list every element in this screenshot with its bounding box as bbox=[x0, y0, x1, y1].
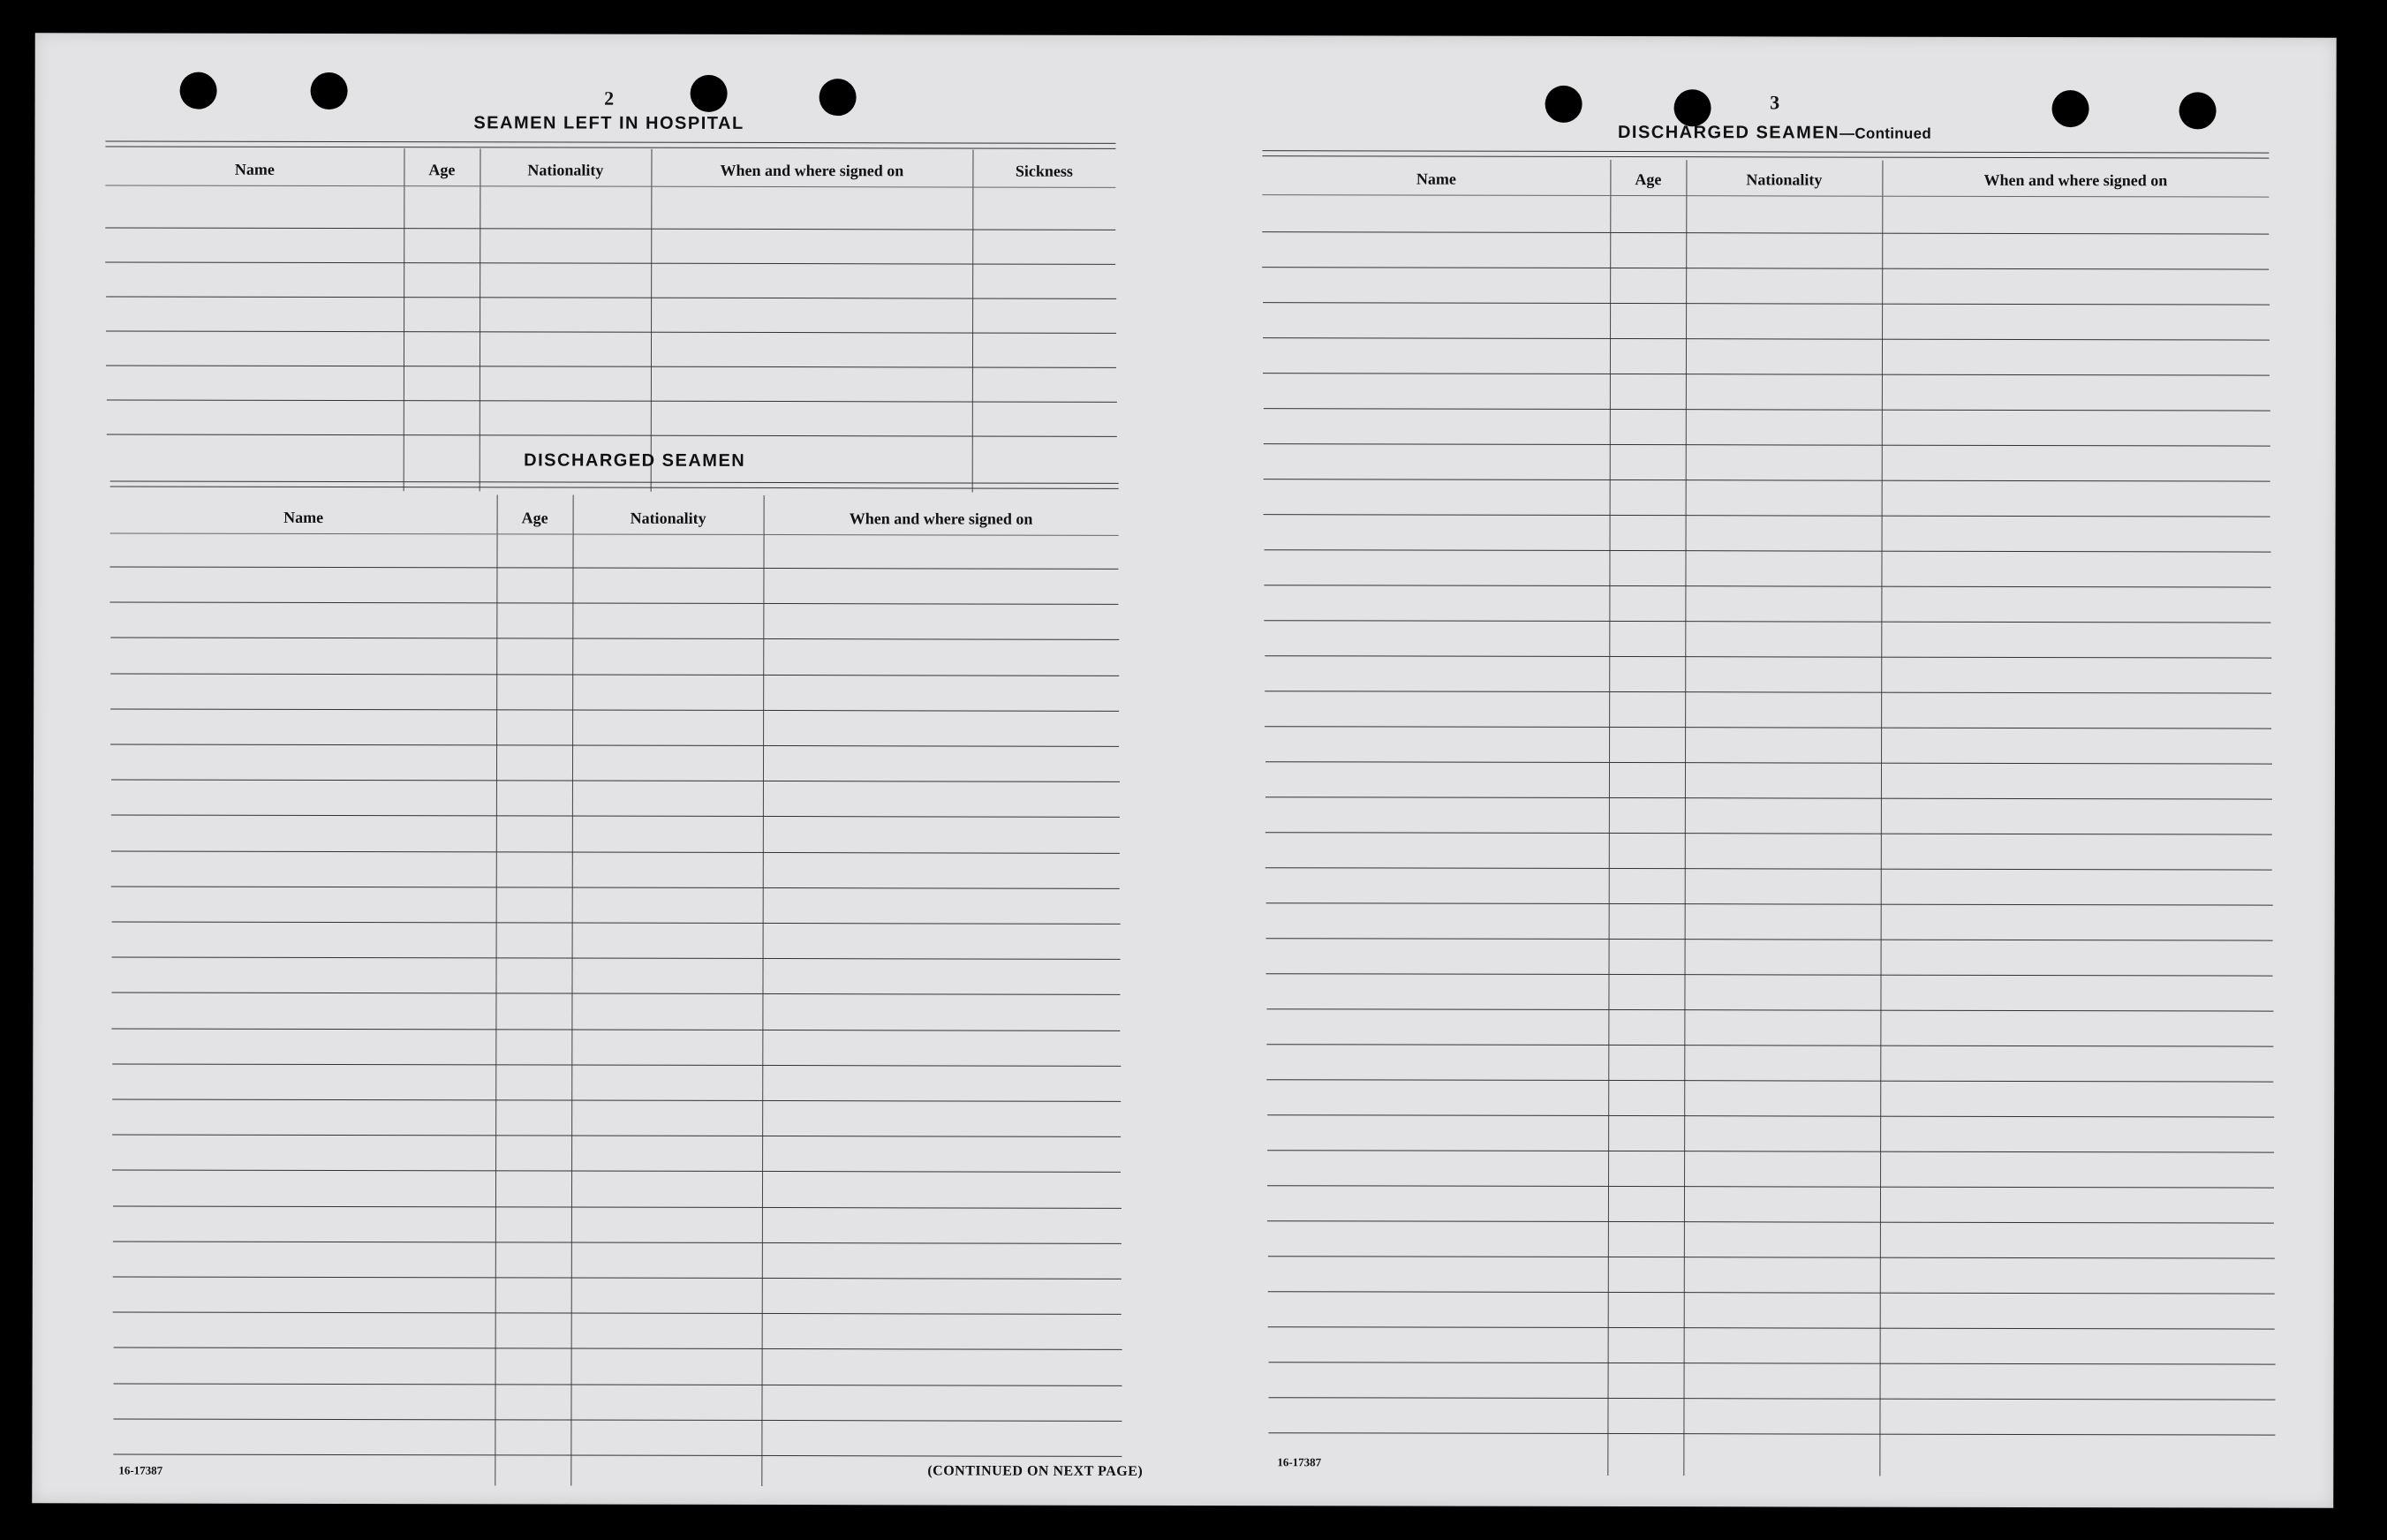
ruled-row-line bbox=[1265, 691, 2271, 693]
ruled-row-line bbox=[1263, 302, 2270, 305]
column-header-age: Age bbox=[1635, 170, 1662, 189]
ruled-row-line bbox=[1268, 1397, 2275, 1400]
ruled-row-line bbox=[113, 1241, 1122, 1243]
ruled-row-line bbox=[113, 1276, 1122, 1279]
ruled-row-line bbox=[113, 1383, 1122, 1385]
column-divider bbox=[570, 495, 573, 1486]
ruled-row-line bbox=[106, 296, 1116, 298]
ruled-row-line bbox=[1266, 938, 2273, 940]
column-divider bbox=[972, 149, 974, 492]
ruled-row-line bbox=[110, 566, 1118, 569]
column-header-age: Age bbox=[428, 161, 456, 179]
ruled-row-line bbox=[1265, 902, 2272, 905]
ruled-row-line bbox=[1264, 514, 2270, 517]
ruled-row-line bbox=[112, 1135, 1121, 1137]
left-page bbox=[102, 86, 1174, 1492]
ruled-row-line bbox=[113, 1348, 1122, 1350]
ruled-row-line bbox=[105, 227, 1115, 230]
column-header-name: Name bbox=[1416, 170, 1456, 188]
ruled-row-line bbox=[110, 638, 1119, 640]
ruled-row-line bbox=[110, 744, 1119, 746]
ruled-row-line bbox=[1267, 1114, 2274, 1117]
paper-sheet bbox=[32, 33, 2336, 1507]
form-number: 16-17387 bbox=[1277, 1455, 1322, 1469]
section-title-hospital: SEAMEN LEFT IN HOSPITAL bbox=[473, 113, 744, 133]
column-divider bbox=[404, 148, 405, 491]
ruled-row-line bbox=[114, 1453, 1122, 1456]
ruled-row-line bbox=[107, 434, 1117, 436]
ruled-row-line bbox=[1265, 796, 2272, 799]
ruled-row-line bbox=[110, 708, 1119, 711]
section-title-discharged-continued bbox=[1553, 123, 1995, 144]
right-page bbox=[1259, 88, 2322, 1495]
ruled-row-line bbox=[112, 1205, 1121, 1208]
ruled-row-line bbox=[1266, 1008, 2273, 1011]
ruled-row-line bbox=[113, 1312, 1122, 1315]
ruled-row-line bbox=[111, 886, 1120, 888]
ruled-row-line bbox=[1268, 1256, 2275, 1258]
ruled-row-line bbox=[1263, 373, 2270, 375]
header-underline bbox=[105, 185, 1115, 187]
ruled-row-line bbox=[111, 957, 1120, 960]
ruled-row-line bbox=[1262, 231, 2269, 234]
column-divider bbox=[480, 148, 481, 491]
ruled-row-line bbox=[1267, 1185, 2274, 1188]
ruled-row-line bbox=[110, 780, 1119, 782]
ruled-row-line bbox=[112, 1063, 1121, 1066]
page-number: 3 bbox=[1770, 91, 1780, 114]
ruled-row-line bbox=[1263, 337, 2270, 340]
ruled-row-line bbox=[111, 850, 1120, 853]
ruled-row-line bbox=[1268, 1326, 2275, 1329]
ruled-row-line bbox=[110, 673, 1119, 676]
ruled-row-line bbox=[111, 993, 1120, 995]
ruled-row-line bbox=[1266, 1079, 2273, 1082]
column-header-when-and-where-signed-on: When and where signed on bbox=[849, 510, 1033, 528]
ruled-row-line bbox=[1266, 1044, 2273, 1046]
ruled-row-line bbox=[105, 261, 1115, 264]
double-rule bbox=[110, 480, 1119, 488]
ruled-row-line bbox=[113, 1418, 1122, 1421]
column-divider bbox=[761, 495, 764, 1486]
ruled-row-line bbox=[1265, 832, 2272, 834]
ruled-row-line bbox=[106, 365, 1116, 367]
ruled-row-line bbox=[1266, 973, 2273, 976]
ruled-row-line bbox=[1265, 655, 2271, 658]
ruled-row-line bbox=[1264, 585, 2270, 587]
column-header-sickness: Sickness bbox=[1015, 162, 1073, 180]
ruled-row-line bbox=[112, 1098, 1121, 1101]
ruled-row-line bbox=[1262, 267, 2269, 269]
ruled-row-line bbox=[1265, 867, 2272, 870]
column-header-when-and-where-signed-on: When and where signed on bbox=[720, 161, 904, 180]
continued-suffix: —Continued bbox=[1839, 125, 1932, 142]
ruled-row-line bbox=[112, 1170, 1121, 1173]
column-header-nationality: Nationality bbox=[1746, 170, 1823, 189]
column-header-name: Name bbox=[283, 508, 324, 526]
section-title-discharged: DISCHARGED SEAMEN bbox=[524, 450, 746, 471]
header-underline bbox=[110, 532, 1119, 535]
column-header-name: Name bbox=[234, 160, 275, 178]
ruled-row-line bbox=[1265, 726, 2271, 728]
header-underline bbox=[1262, 194, 2269, 197]
column-divider bbox=[495, 494, 497, 1485]
section-title-text: DISCHARGED SEAMEN bbox=[1617, 123, 1840, 143]
double-rule bbox=[105, 140, 1115, 148]
page-number: 2 bbox=[604, 87, 615, 109]
ruled-row-line bbox=[1269, 1432, 2276, 1435]
ruled-row-line bbox=[112, 1028, 1121, 1030]
ruled-row-line bbox=[1265, 620, 2271, 623]
column-header-when-and-where-signed-on: When and where signed on bbox=[1983, 170, 2168, 190]
ruled-row-line bbox=[110, 602, 1119, 605]
ruled-row-line bbox=[1268, 1362, 2275, 1364]
ruled-row-line bbox=[1264, 443, 2270, 446]
ruled-row-line bbox=[1265, 761, 2272, 764]
column-header-age: Age bbox=[521, 509, 548, 527]
column-divider bbox=[1879, 161, 1883, 1476]
double-rule bbox=[1262, 150, 2269, 158]
column-divider bbox=[651, 149, 653, 492]
ruled-row-line bbox=[1267, 1150, 2274, 1152]
ruled-row-line bbox=[106, 330, 1116, 333]
column-divider bbox=[1607, 160, 1611, 1476]
form-number: 16-17387 bbox=[118, 1463, 163, 1477]
column-header-nationality: Nationality bbox=[527, 161, 604, 179]
ruled-row-line bbox=[111, 921, 1120, 924]
ruled-row-line bbox=[111, 815, 1120, 818]
ruled-row-line bbox=[106, 399, 1116, 402]
ruled-row-line bbox=[1268, 1291, 2275, 1294]
ruled-row-line bbox=[1264, 479, 2270, 481]
ruled-row-line bbox=[1267, 1220, 2274, 1223]
ruled-row-line bbox=[1263, 408, 2270, 411]
column-header-nationality: Nationality bbox=[630, 509, 706, 527]
column-divider bbox=[1683, 160, 1687, 1476]
ruled-row-line bbox=[1264, 549, 2270, 552]
continued-note: (CONTINUED ON NEXT PAGE) bbox=[927, 1463, 1144, 1479]
